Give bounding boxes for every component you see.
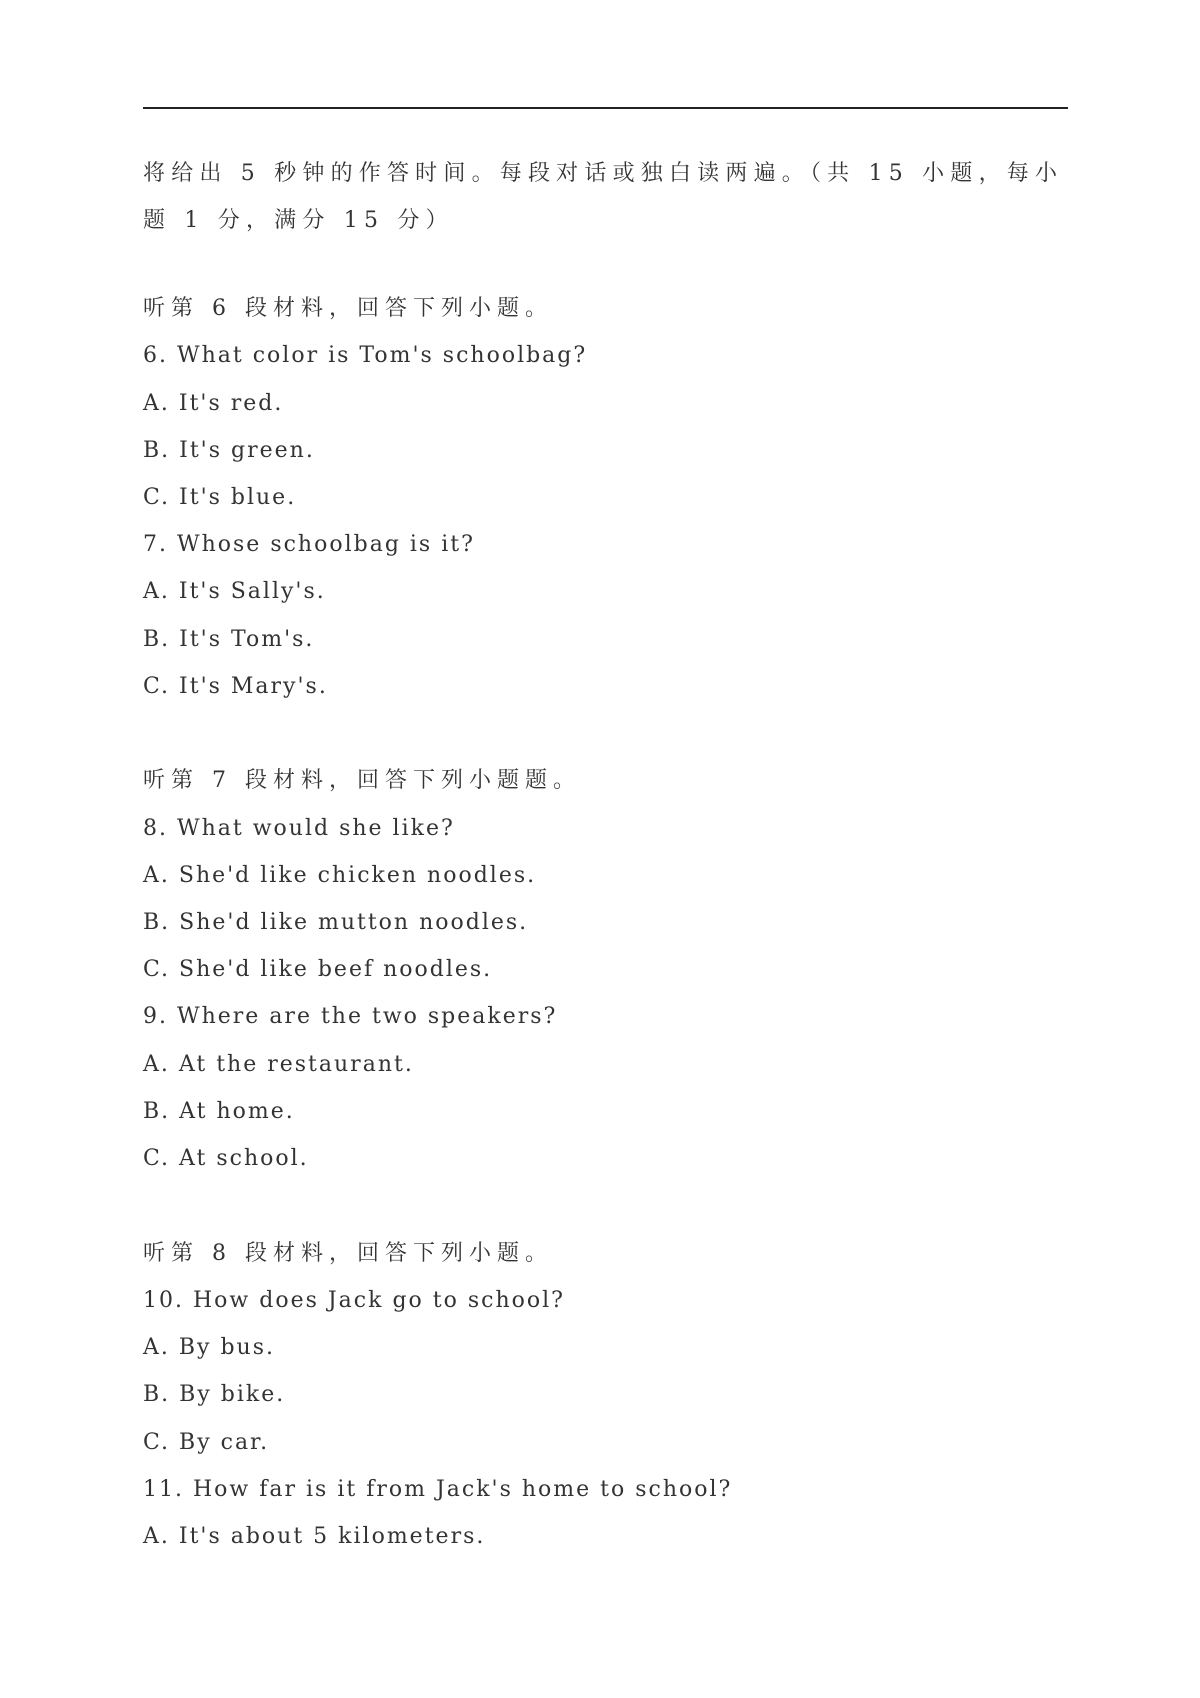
question-6: 6. What color is Tom's schoolbag?: [143, 343, 588, 368]
q6-option-a: A. It's red.: [143, 391, 284, 416]
question-8: 8. What would she like?: [143, 816, 455, 841]
q7-option-c: C. It's Mary's.: [143, 674, 328, 699]
q6-option-b: B. It's green.: [143, 438, 315, 463]
q7-option-b: B. It's Tom's.: [143, 627, 315, 652]
q8-option-b: B. She'd like mutton noodles.: [143, 910, 529, 935]
q10-option-c: C. By car.: [143, 1430, 270, 1455]
q10-option-a: A. By bus.: [143, 1335, 275, 1360]
section-heading-6: 听第 6 段材料，回答下列小题。: [143, 296, 553, 321]
question-7: 7. Whose schoolbag is it?: [143, 532, 475, 557]
q7-option-a: A. It's Sally's.: [143, 579, 326, 604]
question-11: 11. How far is it from Jack's home to school?: [143, 1477, 733, 1502]
section-heading-8: 听第 8 段材料，回答下列小题。: [143, 1241, 553, 1266]
question-10: 10. How does Jack go to school?: [143, 1288, 565, 1313]
question-9: 9. Where are the two speakers?: [143, 1004, 558, 1029]
q8-option-a: A. She'd like chicken noodles.: [143, 863, 537, 888]
q9-option-a: A. At the restaurant.: [143, 1052, 414, 1077]
q10-option-b: B. By bike.: [143, 1382, 286, 1407]
q11-option-a: A. It's about 5 kilometers.: [143, 1524, 486, 1549]
section-heading-7: 听第 7 段材料，回答下列小题题。: [143, 768, 581, 793]
q8-option-c: C. She'd like beef noodles.: [143, 957, 493, 982]
header-rule: [143, 107, 1068, 109]
q9-option-c: C. At school.: [143, 1146, 309, 1171]
instructions-text: 将给出 5 秒钟的作答时间。每段对话或独白读两遍。（共 15 小题，每小题 1 分，满分 15 分）: [143, 161, 1064, 233]
q9-option-b: B. At home.: [143, 1099, 295, 1124]
q6-option-c: C. It's blue.: [143, 485, 297, 510]
